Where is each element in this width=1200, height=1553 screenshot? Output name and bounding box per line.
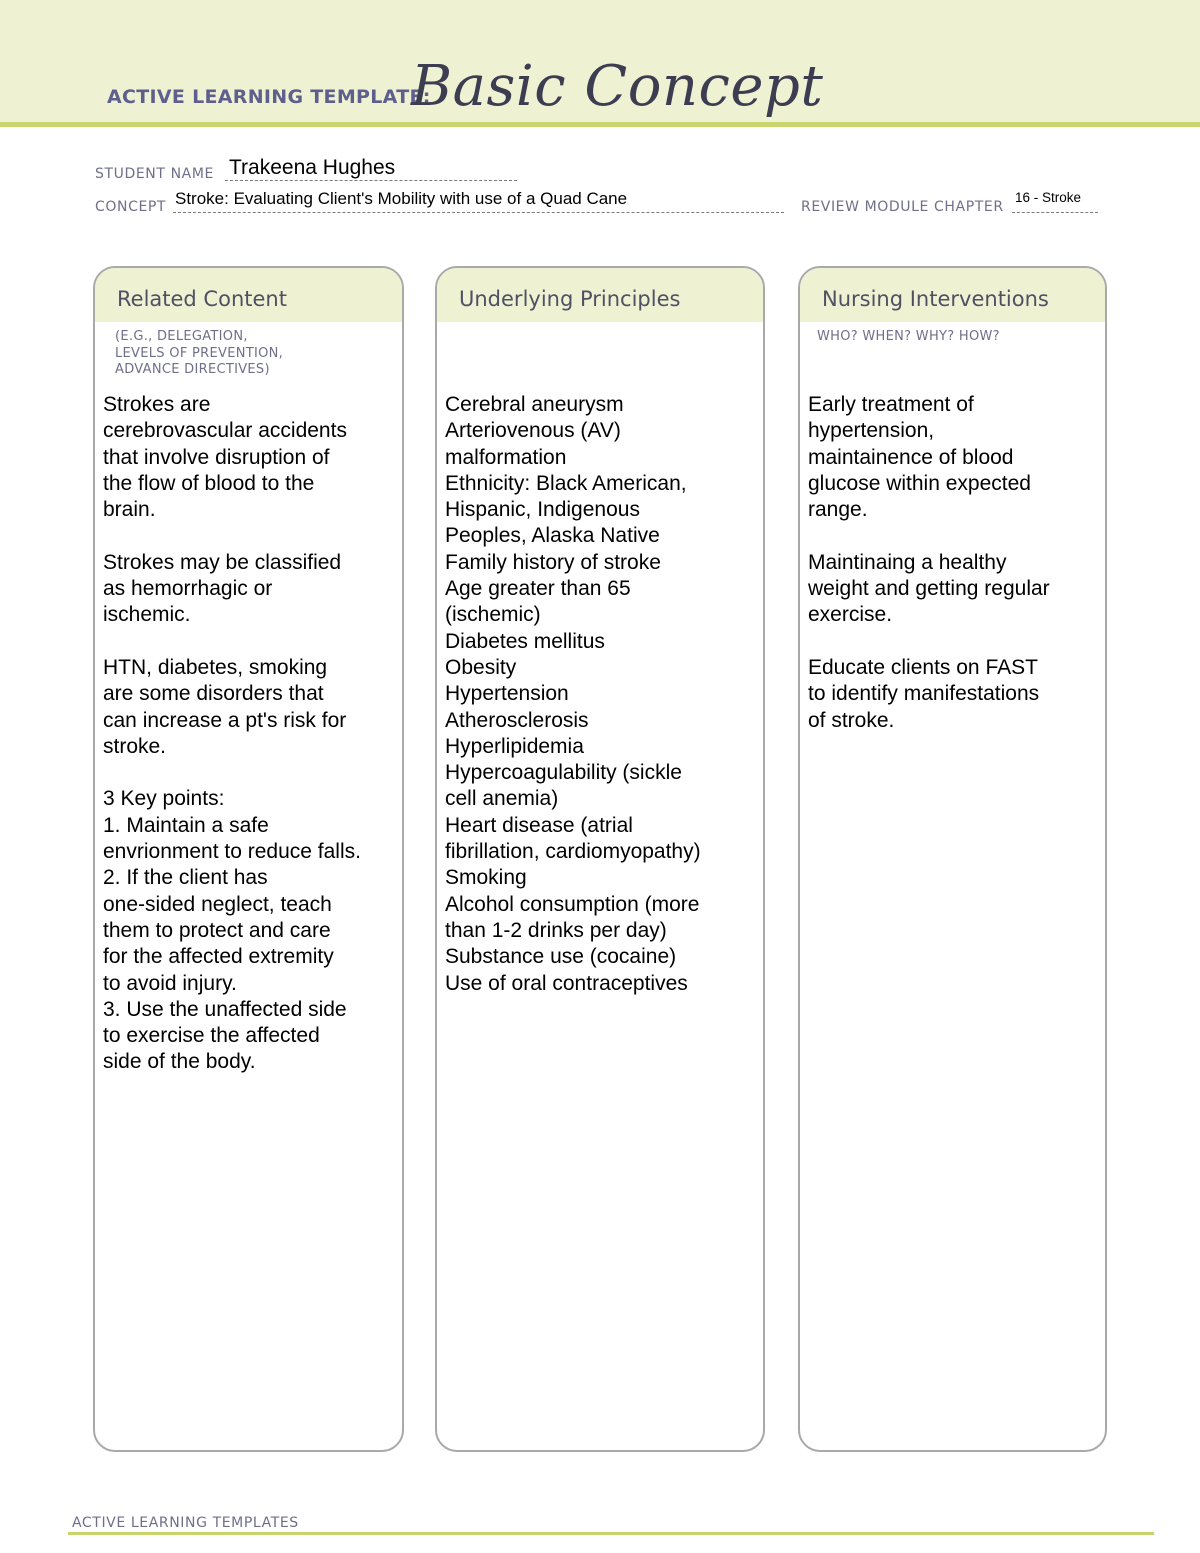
footer-label: ACTIVE LEARNING TEMPLATES xyxy=(72,1515,299,1531)
chapter-label: REVIEW MODULE CHAPTER xyxy=(801,199,1004,215)
header-divider xyxy=(0,122,1200,127)
concept-line xyxy=(173,212,784,213)
nursing-interventions-body[interactable]: Early treatment of hypertension, maintainence of blood glucose within expected range. Maintinaing a healthy weight and getting regular exercise. Educate clients on FAST to identify manifestations of stroke. xyxy=(808,393,1050,732)
concept-label: CONCEPT xyxy=(95,199,167,215)
related-content-title: Related Content xyxy=(117,287,287,311)
student-name-line xyxy=(225,180,517,181)
related-content-body[interactable]: Strokes are cerebrovascular accidents that involve disruption of the flow of blood to the brain. Strokes may be classified as hemorrhagic or ischemic. HTN, diabetes, smoking are some disorders that can increase a pt's risk for stroke. 3 Key points: 1. Maintain a safe envrionment to reduce falls. 2. If the client has one-sided neglect, teach them to protect and care for the affected extremity to avoid injury. 3. Use the unaffected side to exercise the affected side of the body. xyxy=(103,393,361,1074)
template-label: ACTIVE LEARNING TEMPLATE: xyxy=(107,86,431,108)
nursing-interventions-subtitle: WHO? WHEN? WHY? HOW? xyxy=(817,329,1000,344)
underlying-principles-title: Underlying Principles xyxy=(459,287,681,311)
related-content-subtitle: (E.G., DELEGATION, LEVELS OF PREVENTION, ADVANCE DIRECTIVES) xyxy=(115,329,284,377)
student-name-value[interactable]: Trakeena Hughes xyxy=(229,156,396,179)
related-content-card xyxy=(93,266,404,1452)
underlying-principles-card xyxy=(435,266,765,1452)
concept-value[interactable]: Stroke: Evaluating Client's Mobility with use of a Quad Cane xyxy=(175,189,628,208)
nursing-interventions-title: Nursing Interventions xyxy=(822,287,1049,311)
nursing-interventions-card xyxy=(798,266,1107,1452)
chapter-value[interactable]: 16 - Stroke xyxy=(1015,190,1082,205)
footer-divider xyxy=(68,1532,1154,1535)
chapter-line xyxy=(1012,212,1098,213)
student-name-label: STUDENT NAME xyxy=(95,166,214,182)
template-title: Basic Concept xyxy=(411,54,824,119)
underlying-principles-body[interactable]: Cerebral aneurysm Arteriovenous (AV) malformation Ethnicity: Black American, Hispanic, Indigenous Peoples, Alaska Native Family history of stroke Age greater than 65 (ischemic) Diabetes mellitus Obesity Hypertension Atherosclerosis Hyperlipidemia Hypercoagulability (sickle cell anemia) Heart disease (atrial fibrillation, cardiomyopathy) Smoking Alcohol consumption (more than 1-2 drinks per day) Substance use (cocaine) Use of oral contraceptives xyxy=(445,393,701,995)
